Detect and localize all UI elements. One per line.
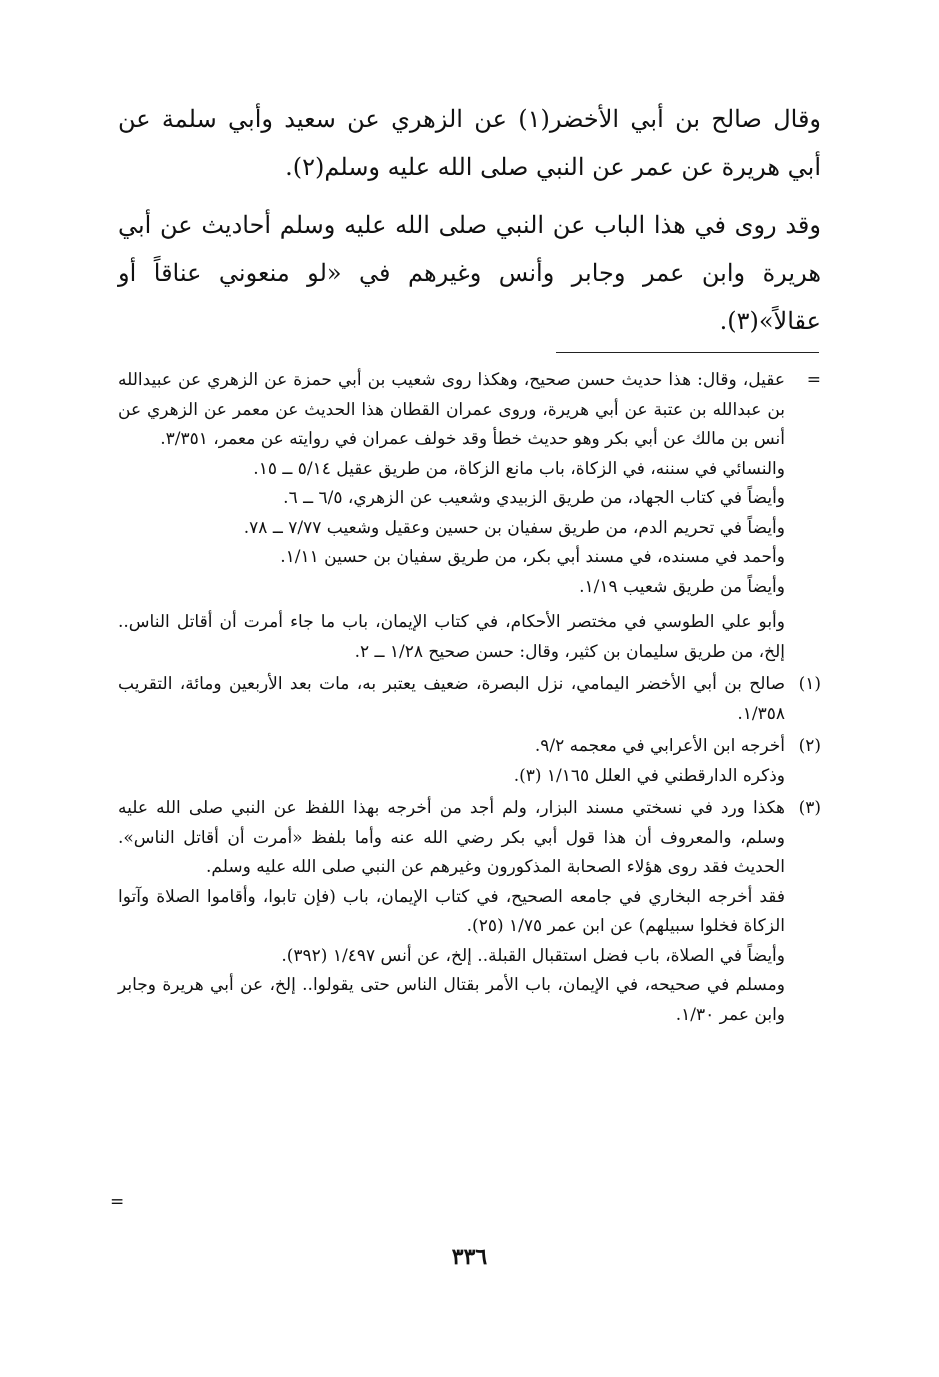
footnote-2 — [118, 732, 821, 791]
page-number: ٣٣٦ — [451, 1244, 488, 1270]
main-text — [118, 95, 821, 355]
continuation-mark: = — [806, 370, 821, 390]
footnote-1 — [118, 670, 821, 729]
continuation-line: عقيل، وقال: هذا حديث حسن صحيح، وهكذا روى شعيب بن أبي حمزة عن الزهري عن عبيدالله بن عبدالله بن عتبة عن أبي هريرة، وروى عمران القطان هذا الحديث عن معمر عن الزهري عن أنس بن مالك عن أبي بكر وهو حديث خطأ وقد خولف عمران في روايته عن معمر، ٣/٣٥١. — [118, 370, 785, 449]
footnote-line: وأيضاً في الصلاة، باب فضل استقبال القبلة.. إلخ، عن أنس ١/٤٩٧ (٣٩٢). — [281, 945, 785, 966]
continuation-line: وأحمد في مسنده، في مسند أبي بكر، من طريق سفيان بن حسين ١/١١. — [280, 547, 785, 567]
continuation-line: وأيضاً في كتاب الجهاد، من طريق الزبيدي وشعيب عن الزهري، ٦/٥ ــ ٦. — [283, 488, 785, 508]
continues-next-page-mark: = — [110, 1192, 125, 1212]
continuation-line: والنسائي في سننه، في الزكاة، باب مانع الزكاة، من طريق عقيل ٥/١٤ ــ ١٥. — [253, 458, 785, 479]
main-paragraph-1: وقال صالح بن أبي الأخضر(١) عن الزهري عن سعيد وأبي سلمة عن أبي هريرة عن عمر عن النبي صلى الله عليه وسلم(٢). — [118, 105, 822, 181]
footnote-3 — [118, 794, 821, 1030]
continuation-line: وأيضاً من طريق شعيب ١/١٩. — [579, 576, 785, 597]
footnote-separator — [556, 352, 819, 353]
footnote-number: (١) — [798, 674, 821, 694]
footnote-line: صالح بن أبي الأخضر اليمامي، نزل البصرة، ضعيف يعتبر به، مات بعد الأربعين ومائة، التقريب ١/٣٥٨. — [118, 674, 785, 724]
continuation-line: وأيضاً في تحريم الدم، من طريق سفيان بن حسين وعقيل وشعيب ٧/٧٧ ــ ٧٨. — [243, 517, 785, 538]
footnotes-section — [118, 366, 821, 1030]
footnote-line: وذكره الدارقطني في العلل ١/١٦٥ (٣). — [513, 765, 785, 786]
continuation-line: وأبو علي الطوسي في مختصر الأحكام، في كتاب الإيمان، باب ما جاء أمرت أن أقاتل الناس.. إلخ، من طريق سليمان بن كثير، وقال: حسن صحيح ١/٢٨ ــ ٢. — [118, 612, 785, 662]
footnote-number: (٢) — [798, 736, 821, 756]
main-paragraph-2: وقد روى في هذا الباب عن النبي صلى الله عليه وسلم أحاديث عن أبي هريرة وابن عمر وجابر وأنس وغيرهم في «لو منعوني عناقاً أو عقالاً»(٣). — [118, 211, 821, 335]
footnote-line: أخرجه ابن الأعرابي في معجمه ٩/٢. — [534, 736, 785, 756]
footnote-line: ومسلم في صحيحه، في الإيمان، باب الأمر بقتال الناس حتى يقولوا.. إلخ، عن أبي هريرة وجابر وابن عمر ١/٣٠. — [118, 975, 785, 1025]
footnote-line: فقد أخرجه البخاري في جامعه الصحيح، في كتاب الإيمان، باب (فإن تابوا، وأقاموا الصلاة وآتوا الزكاة فخلوا سبيلهم) عن ابن عمر ١/٧٥ (٢٥). — [118, 886, 785, 936]
footnote-line: هكذا ورد في نسختي مسند البزار، ولم أجد من أخرجه بهذا اللفظ عن النبي صلى الله عليه وسلم، والمعروف أن هذا قول أبي بكر رضي الله عنه وأما بلفظ «أمرت أن أقاتل الناس». الحديث فقد روى هؤلاء الصحابة المذكورون وغيرهم عن النبي صلى الله عليه وسلم. — [118, 798, 785, 877]
footnote-number: (٣) — [798, 798, 821, 818]
footnote-continuation — [118, 366, 821, 667]
